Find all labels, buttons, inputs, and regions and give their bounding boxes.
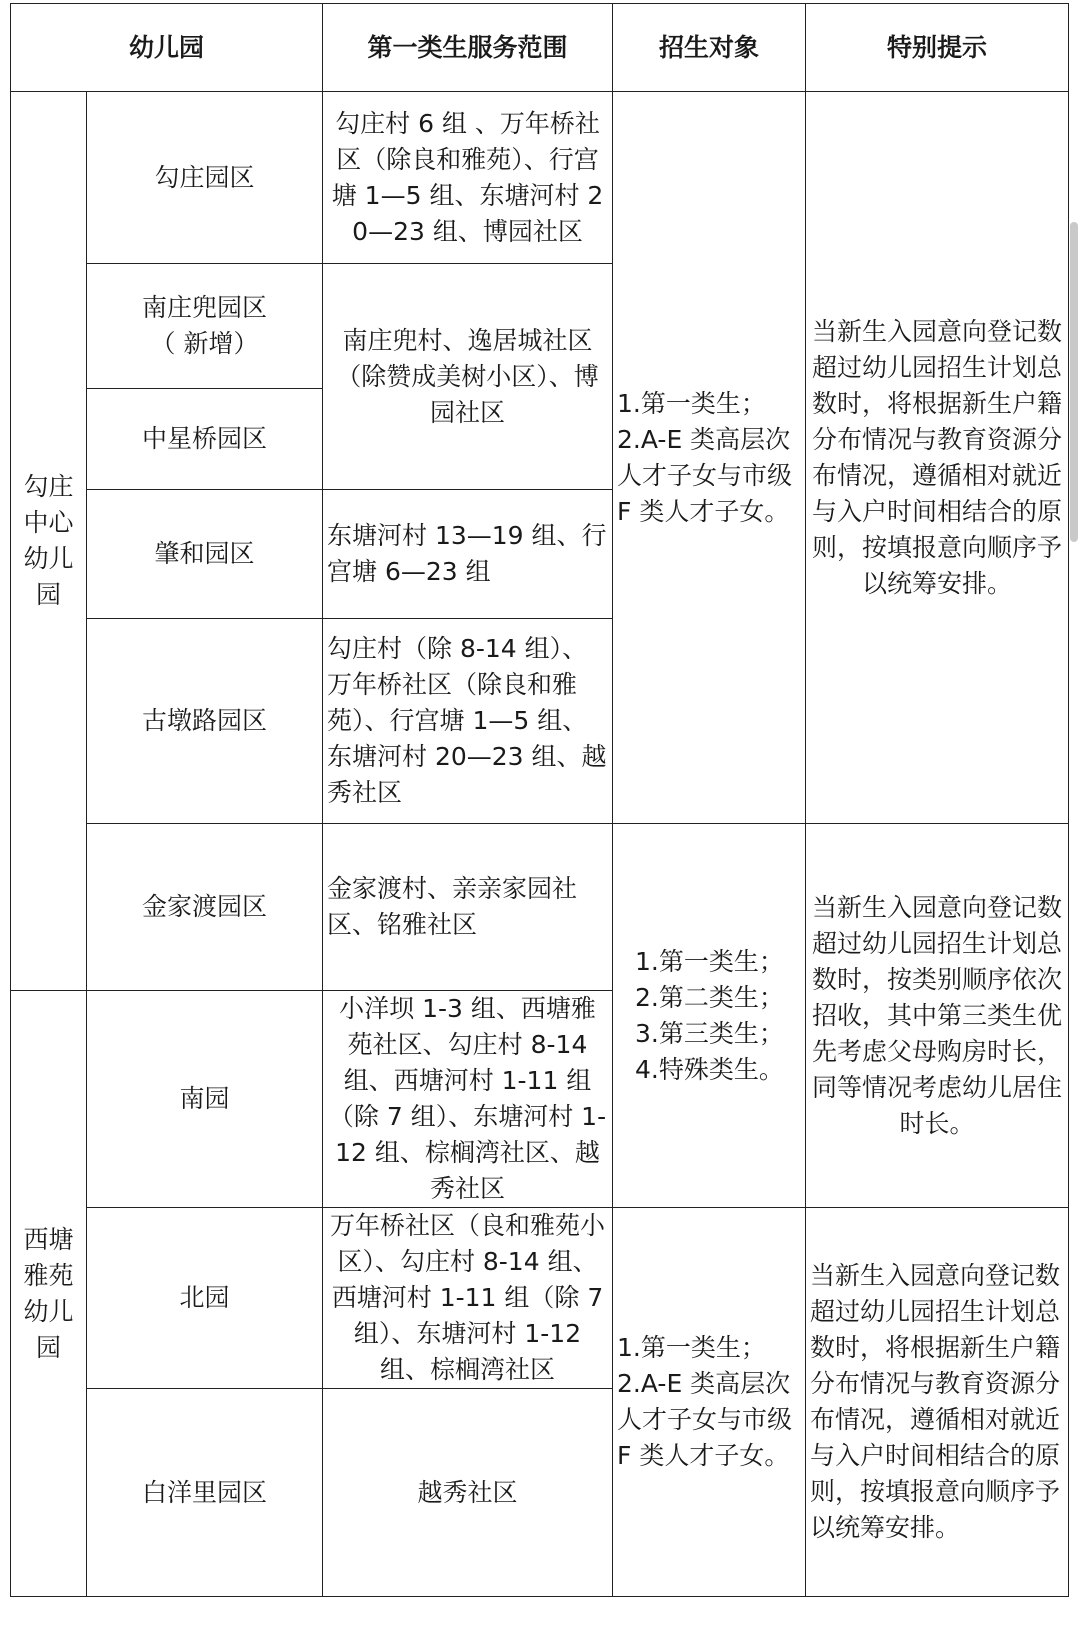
note-block-2: 当新生入园意向登记数超过幼儿园招生计划总数时，按类别顺序依次招收，其中第三类生优先考虑父母购房时长，同等情况考虑幼儿居住时长。 <box>806 824 1069 1208</box>
enrollment-table <box>10 3 1069 1597</box>
target-block-3: 1.第一类生； 2.A-E 类高层次人才子女与市级 F 类人才子女。 <box>613 1208 806 1597</box>
table-row <box>11 1208 1069 1389</box>
area-cell: 东塘河村 13—19 组、行宫塘 6—23 组 <box>323 490 613 619</box>
header-special-note: 特别提示 <box>806 4 1069 92</box>
campus-cell: 金家渡园区 <box>87 824 323 991</box>
table-header-row <box>11 4 1069 92</box>
campus-cell: 白洋里园区 <box>87 1389 323 1597</box>
header-enroll-target: 招生对象 <box>613 4 806 92</box>
campus-cell: 北园 <box>87 1208 323 1389</box>
area-cell: 勾庄村（除 8-14 组）、万年桥社区（除良和雅苑）、行宫塘 1—5 组、东塘河村 20—23 组、越秀社区 <box>323 619 613 824</box>
area-cell: 金家渡村、亲亲家园社区、铭雅社区 <box>323 824 613 991</box>
campus-cell: 南园 <box>87 991 323 1208</box>
header-service-area: 第一类生服务范围 <box>323 4 613 92</box>
table-row <box>11 92 1069 264</box>
target-block-1: 1.第一类生； 2.A-E 类高层次人才子女与市级 F 类人才子女。 <box>613 92 806 824</box>
header-kindergarten: 幼儿园 <box>11 4 323 92</box>
campus-cell: 勾庄园区 <box>87 92 323 264</box>
note-block-1: 当新生入园意向登记数超过幼儿园招生计划总数时，将根据新生户籍分布情况与教育资源分布情况，遵循相对就近与入户时间相结合的原则，按填报意向顺序予以统筹安排。 <box>806 92 1069 824</box>
campus-cell: 古墩路园区 <box>87 619 323 824</box>
area-cell: 南庄兜村、逸居城社区（除赞成美树小区）、博园社区 <box>323 264 613 490</box>
area-cell: 越秀社区 <box>323 1389 613 1597</box>
group-gouzhuang: 勾庄 中心 幼儿 园 <box>11 92 87 991</box>
campus-cell: 南庄兜园区 （ 新增） <box>87 264 323 389</box>
area-cell: 小洋坝 1-3 组、西塘雅苑社区、勾庄村 8-14 组、西塘河村 1-11 组（除 7 组）、东塘河村 1-12 组、棕榈湾社区、越秀社区 <box>323 991 613 1208</box>
table-row <box>11 824 1069 991</box>
area-cell: 勾庄村 6 组 、万年桥社区（除良和雅苑）、行宫塘 1—5 组、东塘河村 20—23 组、博园社区 <box>323 92 613 264</box>
note-block-3: 当新生入园意向登记数超过幼儿园招生计划总数时，将根据新生户籍分布情况与教育资源分布情况，遵循相对就近与入户时间相结合的原则，按填报意向顺序予以统筹安排。 <box>806 1208 1069 1597</box>
campus-cell: 肇和园区 <box>87 490 323 619</box>
target-block-2: 1.第一类生； 2.第二类生； 3.第三类生； 4.特殊类生。 <box>613 824 806 1208</box>
vertical-scrollbar[interactable] <box>1070 222 1078 542</box>
group-xitang: 西塘 雅苑 幼儿 园 <box>11 991 87 1597</box>
campus-cell: 中星桥园区 <box>87 389 323 490</box>
area-cell: 万年桥社区（良和雅苑小区）、勾庄村 8-14 组、西塘河村 1-11 组（除 7 组）、东塘河村 1-12 组、棕榈湾社区 <box>323 1208 613 1389</box>
